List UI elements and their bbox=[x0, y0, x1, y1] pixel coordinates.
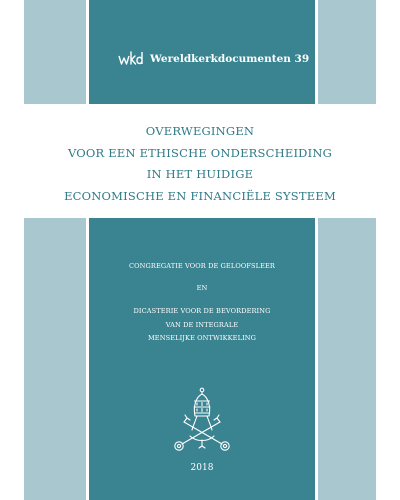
title-line: OVERWEGINGEN bbox=[145, 124, 255, 138]
issuer-conjunction: EN bbox=[196, 284, 208, 292]
side-band-bottom-left bbox=[24, 218, 86, 500]
issuer-congregation: CONGREGATIE VOOR DE GELOOFSLEER bbox=[129, 262, 275, 270]
side-band-top-left bbox=[24, 0, 86, 104]
issuing-bodies bbox=[89, 262, 315, 346]
issuer-dicastery-line: DICASTERIE VOOR DE BEVORDERING bbox=[133, 307, 271, 315]
issuer-dicastery-line: VAN DE INTEGRALE bbox=[165, 320, 239, 329]
wkd-logo-icon bbox=[118, 50, 144, 68]
side-band-bottom-right bbox=[318, 218, 376, 500]
title-line: IN HET HUIDIGE bbox=[146, 167, 254, 181]
papal-keys-tiara-emblem-icon bbox=[168, 386, 236, 452]
document-title bbox=[0, 121, 400, 207]
title-line: VOOR EEN ETHISCHE ONDERSCHEIDING bbox=[68, 145, 332, 160]
title-line: ECONOMISCHE EN FINANCIËLE SYSTEEM bbox=[64, 188, 336, 203]
publication-year: 2018 bbox=[190, 463, 214, 473]
issuer-panel bbox=[89, 218, 315, 500]
series-label: Wereldkerkdocumenten 39 bbox=[150, 53, 310, 65]
side-band-top-right bbox=[318, 0, 376, 104]
issuer-dicastery-line: MENSELIJKE ONTWIKKELING bbox=[147, 334, 257, 342]
series-header bbox=[118, 50, 309, 68]
